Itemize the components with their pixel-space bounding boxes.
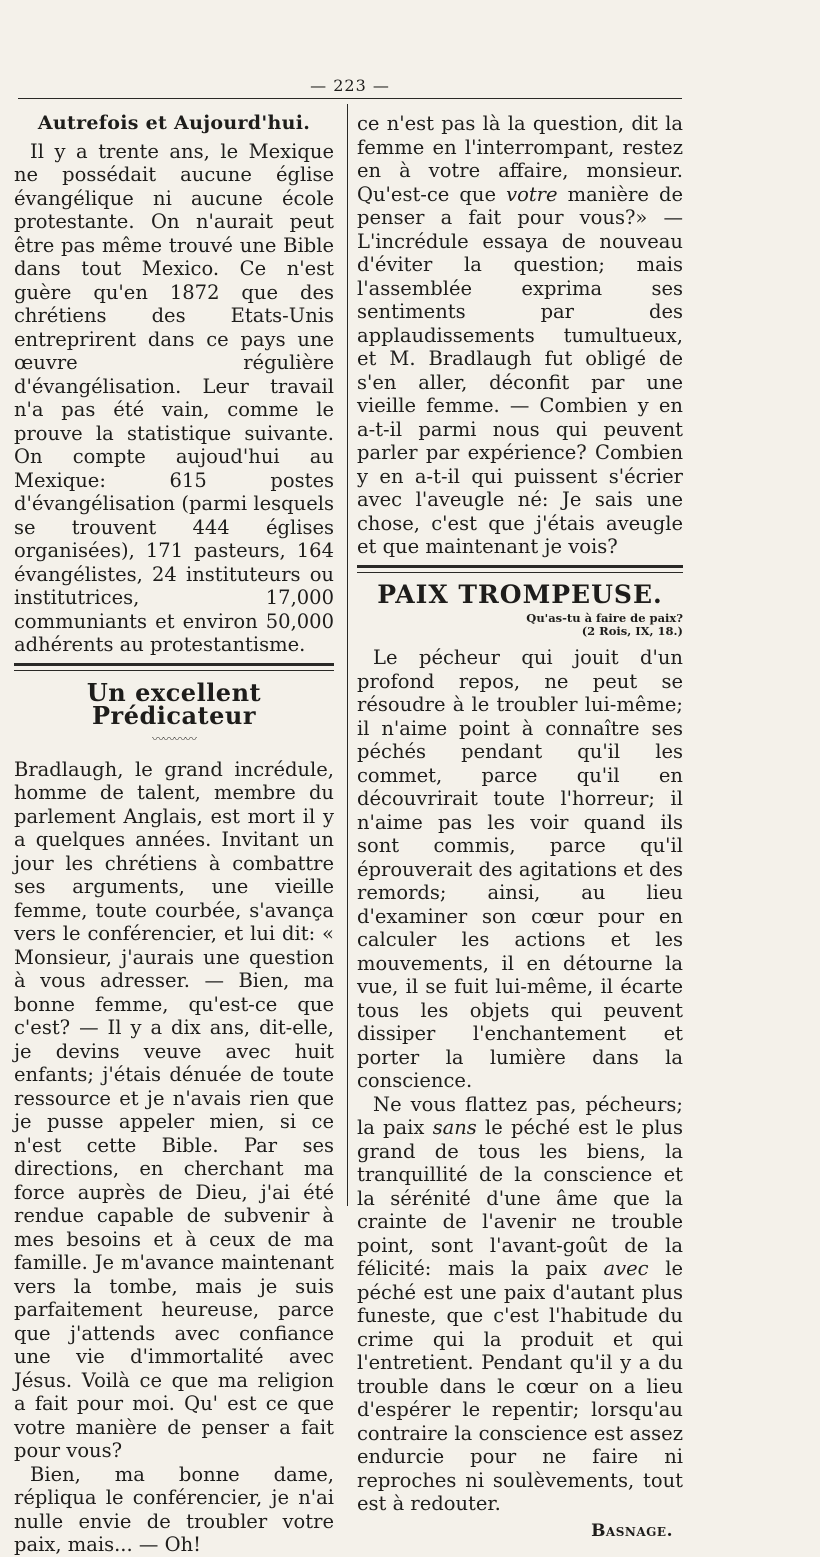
article-paragraph: Bien, ma bonne dame, répliqua le conférencier, je n'ai nulle envie de troubler votre paix, mais... — Oh! [14, 1462, 334, 1556]
left-column [14, 112, 334, 1557]
ornament-divider: 〰〰〰〰 [151, 731, 196, 746]
header-rule [18, 98, 682, 99]
article-paragraph: Bradlaugh, le grand incrédule, homme de talent, membre du parlement Anglais, est mort il y a quelques années. Invitant un jour les chrétiens à combattre ses arguments, une vieille femme, toute courbée, s'avança vers le conférencier, et lui dit: « Monsieur, j'aurais une question à vous adresser. — Bien, ma bonne femme, qu'est-ce que c'est? — Il y a dix ans, dit-elle, je devins veuve avec huit enfants; j'étais dénuée de toute ressource et je n'avais rien que je pusse appeler mien, si ce n'est cette Bible. Par ses directions, en cherchant ma force auprès de Dieu, j'ai été rendue capable de subvenir à mes besoins et à ceux de ma famille. Je m'avance maintenant vers la tombe, mais je suis parfaitement heureuse, parce que j'attends avec confiance une vie d'immortalité avec Jésus. Voilà ce que ma religion a fait pour moi. Qu' est ce que votre manière de penser a fait pour vous? [14, 757, 334, 1462]
article-continuation: ce n'est pas là la question, dit la femme en l'interrompant, restez en à votre affaire, monsieur. Qu'est-ce que votre manière de penser a fait pour vous?» — L'incrédule essaya de nouveau d'éviter la question; mais l'assemblée exprima ses sentiments par des applaudissements tumultueux, et M. Bradlaugh fut obligé de s'en aller, déconfit par une vieille femme. — Combien y en a-t-il parmi nous qui peuvent parler par expérience? Combien y en a-t-il qui puissent s'écrier avec l'aveugle né: Je sais une chose, c'est que j'étais aveugle et que maintenant je vois? [357, 112, 683, 558]
article-paragraph: Il y a trente ans, le Mexique ne possédait aucune église évangélique ni aucune école protestante. On n'aurait peut être pas même trouvé une Bible dans tout Mexico. Ce n'est guère qu'en 1872 que des chrétiens des Etats-Unis entreprirent dans ce pays une œuvre régulière d'évangélisation. Leur travail n'a pas été vain, comme le prouve la statistique suivante. On compte aujoud'hui au Mexique: 615 postes d'évangélisation (parmi lesquels se trouvent 444 églises organisées), 171 pasteurs, 164 évangélistes, 24 instituteurs ou institutrices, 17,000 communiants et environ 50,000 adhérents au protestantisme. [14, 139, 334, 656]
page-number: — 223 — [310, 76, 390, 95]
right-column [357, 112, 683, 1543]
article-title-autrefois: Autrefois et Aujourd'hui. [37, 112, 311, 134]
column-divider [347, 104, 348, 1206]
article-paragraph: Ne vous flattez pas, pécheurs; la paix sans le péché est le plus grand de tous les biens, la tranquillité de la conscience et la sérénité d'une âme que la crainte de l'avenir ne trouble point, sont l'avant-goût de la félicité: mais la paix avec le péché est une paix d'autant plus funeste, que c'est l'habitude du crime qui la produit et qui l'entretient. Pendant qu'il y a du trouble dans le cœur on a lieu d'espérer le repentir; lorsqu'au contraire la conscience est assez endurcie pour ne faire ni reproches ni soulèvements, tout est à redouter. [357, 1092, 683, 1515]
author-signature: Basnage. [591, 1520, 673, 1541]
article-title-predicateur: Un excellent Prédicateur [86, 677, 262, 730]
section-divider [14, 663, 334, 671]
epigraph: Qu'as-tu à faire de paix? (2 Rois, IX, 18.) [526, 611, 683, 638]
article-paragraph: Le pécheur qui jouit d'un profond repos, ne peut se résoudre à le troubler lui-même; il n'aime point à connaître ses péchés pendant qu'il les commet, parce qu'il en découvrirait toute l'horreur; il n'aime pas les voir quand ils sont commis, parce qu'il éprouverait des agitations et des remords; ainsi, au lieu d'examiner son cœur pour en calculer les actions et les mouvements, il en détourne la vue, il se fuit lui-même, il écarte tous les objets qui peuvent dissiper l'enchantement et porter la lumière dans la conscience. [357, 646, 683, 1092]
article-title-paix-trompeuse: PAIX TROMPEUSE. [377, 579, 663, 609]
section-divider [357, 565, 683, 573]
